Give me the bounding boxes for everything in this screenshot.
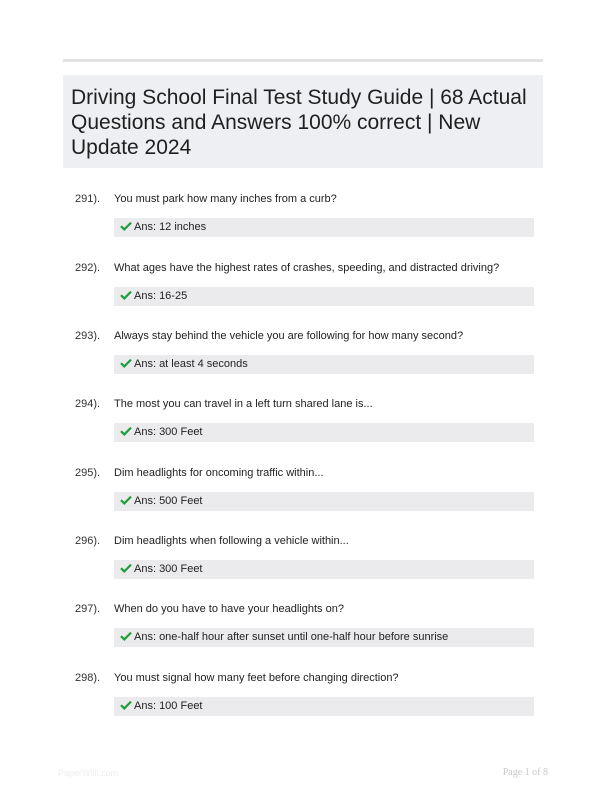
question-text: You must signal how many feet before changing direction? [114, 672, 399, 684]
answer-text: Ans: 100 Feet [134, 700, 203, 712]
question-number: 296). [75, 535, 101, 547]
answer-box [114, 560, 534, 579]
document-title: Driving School Final Test Study Guide | 68 Actual Questions and Answers 100% correct | New Update 2024 [71, 86, 527, 159]
watermark-text: PaperWilli.com [58, 768, 119, 778]
answer-box [114, 628, 534, 647]
question-number: 295). [75, 467, 101, 479]
question-text: Always stay behind the vehicle you are following for how many second? [114, 330, 464, 342]
checkmark-icon [120, 426, 132, 436]
answer-text: Ans: 12 inches [134, 221, 207, 233]
checkmark-icon [120, 358, 132, 368]
answer-box [114, 423, 534, 442]
checkmark-icon [120, 700, 132, 710]
answer-box [114, 218, 534, 237]
question-number: 298). [75, 672, 101, 684]
question-text: Dim headlights when following a vehicle within... [114, 535, 349, 547]
checkmark-icon [120, 495, 132, 505]
checkmark-icon [120, 631, 132, 641]
checkmark-icon [120, 563, 132, 573]
answer-text: Ans: 300 Feet [134, 426, 203, 438]
page-indicator: Page 1 of 8 [502, 767, 548, 778]
answer-text: Ans: 16-25 [134, 290, 188, 302]
question-text: You must park how many inches from a curb? [114, 193, 337, 205]
answer-box [114, 355, 534, 374]
question-number: 294). [75, 398, 101, 410]
answer-text: Ans: 500 Feet [134, 495, 203, 507]
question-number: 292). [75, 262, 101, 274]
checkmark-icon [120, 221, 132, 231]
answer-box [114, 697, 534, 716]
answer-text: Ans: 300 Feet [134, 563, 203, 575]
question-text: Dim headlights for oncoming traffic within... [114, 467, 324, 479]
question-text: When do you have to have your headlights on? [114, 603, 344, 615]
title-banner [63, 75, 543, 168]
answer-text: Ans: at least 4 seconds [134, 358, 248, 370]
question-number: 293). [75, 330, 101, 342]
answer-box [114, 287, 534, 306]
answer-box [114, 492, 534, 511]
question-number: 291). [75, 193, 101, 205]
top-divider [63, 59, 543, 62]
question-text: What ages have the highest rates of crashes, speeding, and distracted driving? [114, 262, 500, 274]
question-text: The most you can travel in a left turn shared lane is... [114, 398, 373, 410]
question-number: 297). [75, 603, 101, 615]
checkmark-icon [120, 290, 132, 300]
answer-text: Ans: one-half hour after sunset until one-half hour before sunrise [134, 631, 449, 643]
